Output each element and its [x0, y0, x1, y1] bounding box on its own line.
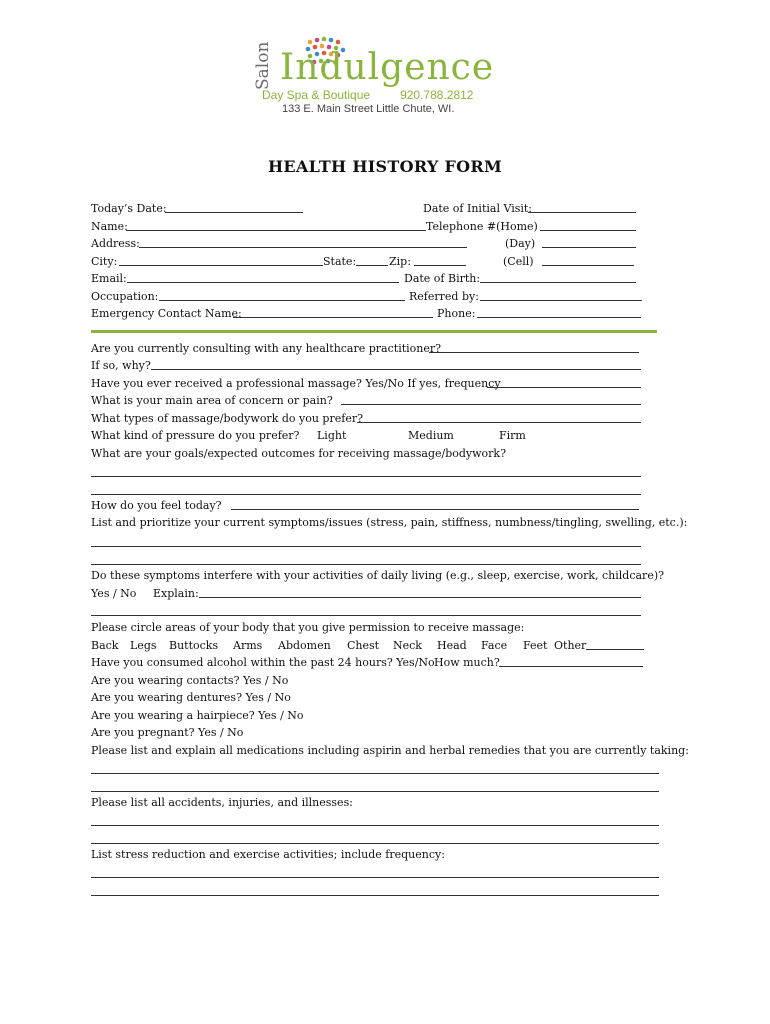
pressure-light-option[interactable]: Light — [317, 429, 347, 442]
zip-label: Zip: — [389, 255, 411, 268]
types-question: What types of massage/bodywork do you prefer? — [91, 412, 363, 425]
accidents-question: Please list all accidents, injuries, and illnesses: — [91, 796, 353, 809]
goals-line-1[interactable] — [91, 476, 641, 477]
row-body-areas — [91, 638, 661, 654]
symptoms-question: List and prioritize your current symptoms/issues (stress, pain, stiffness, numbness/tingling, swelling, etc.): — [91, 516, 688, 529]
row-email — [91, 271, 661, 287]
symptoms-line-2[interactable] — [91, 564, 641, 565]
medications-line-1[interactable] — [91, 773, 659, 774]
symptoms-line-1[interactable] — [91, 546, 641, 547]
body-area-other[interactable]: Other — [554, 639, 587, 652]
name-field[interactable] — [126, 230, 426, 231]
goals-line-2[interactable] — [91, 494, 641, 495]
address-label: Address: — [91, 237, 140, 250]
row-if-so — [91, 358, 661, 374]
row-hairpiece — [91, 708, 661, 724]
dob-field[interactable] — [480, 282, 636, 283]
interfere-yes-no[interactable]: Yes / No — [91, 587, 137, 600]
body-area-chest[interactable]: Chest — [347, 639, 380, 652]
row-address — [91, 236, 661, 252]
how-much-label: How much? — [434, 656, 500, 669]
main-area-question: What is your main area of concern or pain? — [91, 394, 333, 407]
telephone-home-label: Telephone #(Home) — [426, 220, 538, 233]
todays-date-field[interactable] — [165, 212, 303, 213]
occupation-label: Occupation: — [91, 290, 159, 303]
body-area-other-field[interactable] — [586, 649, 644, 650]
consulting-field[interactable] — [429, 352, 639, 353]
stress-line-1[interactable] — [91, 877, 659, 878]
city-label: City: — [91, 255, 118, 268]
day-phone-field[interactable] — [542, 247, 636, 248]
initial-visit-label: Date of Initial Visit: — [423, 202, 533, 215]
row-types — [91, 411, 661, 427]
row-dentures — [91, 690, 661, 706]
cell-phone-field[interactable] — [542, 265, 634, 266]
consulting-question: Are you currently consulting with any healthcare practitioner? — [91, 342, 442, 355]
interfere-question: Do these symptoms interfere with your activities of daily living (e.g., sleep, exercise, work, childcare)? — [91, 569, 665, 582]
body-area-arms[interactable]: Arms — [233, 639, 263, 652]
emergency-phone-field[interactable] — [477, 317, 641, 318]
logo-phone: 920.788.2812 — [400, 88, 474, 102]
state-label: State: — [323, 255, 357, 268]
dob-label: Date of Birth: — [404, 272, 481, 285]
alcohol-question: Have you consumed alcohol within the past 24 hours? Yes/No — [91, 656, 435, 669]
logo-wordmark: Indulgence — [280, 47, 495, 88]
contacts-question[interactable]: Are you wearing contacts? Yes / No — [91, 674, 289, 687]
pressure-firm-option[interactable]: Firm — [499, 429, 526, 442]
row-pregnant — [91, 725, 661, 741]
goals-question: What are your goals/expected outcomes for receiving massage/bodywork? — [91, 447, 506, 460]
pressure-medium-option[interactable]: Medium — [408, 429, 454, 442]
row-pressure — [91, 428, 661, 444]
types-field[interactable] — [357, 422, 641, 423]
explain-label: Explain: — [153, 587, 199, 600]
row-alcohol — [91, 655, 661, 671]
form-title: HEALTH HISTORY FORM — [267, 157, 503, 176]
logo-salon-text: Salon — [253, 41, 273, 91]
emergency-phone-label: Phone: — [437, 307, 476, 320]
row-name — [91, 219, 661, 235]
massage-frequency-field[interactable] — [487, 387, 641, 388]
body-area-neck[interactable]: Neck — [393, 639, 422, 652]
salon-logo — [250, 36, 510, 96]
email-field[interactable] — [127, 282, 399, 283]
massage-question: Have you ever received a professional massage? Yes/No If yes, frequency — [91, 377, 501, 390]
emergency-name-field[interactable] — [233, 317, 433, 318]
stress-question: List stress reduction and exercise activities; include frequency: — [91, 848, 445, 861]
row-dates — [91, 201, 661, 217]
logo-address: 133 E. Main Street Little Chute, WI. — [282, 103, 455, 115]
row-symptoms — [91, 515, 688, 531]
row-emergency — [91, 306, 661, 322]
row-interfere — [91, 568, 665, 584]
logo-tagline-row — [262, 88, 522, 102]
stress-line-2[interactable] — [91, 895, 659, 896]
body-area-abdomen[interactable]: Abdomen — [278, 639, 331, 652]
state-field[interactable] — [356, 265, 388, 266]
row-occupation — [91, 289, 661, 305]
body-area-buttocks[interactable]: Buttocks — [169, 639, 219, 652]
row-circle — [91, 620, 661, 636]
row-contacts — [91, 673, 661, 689]
row-accidents — [91, 795, 661, 811]
zip-field[interactable] — [414, 265, 466, 266]
referred-field[interactable] — [480, 300, 642, 301]
occupation-field[interactable] — [159, 300, 405, 301]
body-area-head[interactable]: Head — [437, 639, 467, 652]
main-area-field[interactable] — [341, 404, 641, 405]
logo-tagline: Day Spa & Boutique — [262, 88, 371, 102]
body-area-back[interactable]: Back — [91, 639, 119, 652]
circle-areas-question: Please circle areas of your body that you give permission to receive massage: — [91, 621, 525, 634]
accidents-line-2[interactable] — [91, 843, 659, 844]
section-divider — [91, 330, 657, 333]
cell-phone-label: (Cell) — [503, 255, 534, 268]
feel-field[interactable] — [231, 509, 639, 510]
referred-label: Referred by: — [409, 290, 479, 303]
medications-question: Please list and explain all medications including aspirin and herbal remedies that you are currently taking: — [91, 744, 689, 757]
body-area-face[interactable]: Face — [481, 639, 508, 652]
city-field[interactable] — [119, 265, 323, 266]
day-phone-label: (Day) — [505, 237, 536, 250]
row-feel — [91, 498, 661, 514]
row-massage — [91, 376, 661, 392]
pressure-question: What kind of pressure do you prefer? — [91, 429, 300, 442]
telephone-home-field[interactable] — [540, 230, 636, 231]
row-stress — [91, 847, 661, 863]
row-main-area — [91, 393, 661, 409]
medications-line-2[interactable] — [91, 791, 659, 792]
emergency-label: Emergency Contact Name: — [91, 307, 242, 320]
explain-field[interactable] — [199, 597, 641, 598]
explain-line-2[interactable] — [91, 615, 641, 616]
dentures-question[interactable]: Are you wearing dentures? Yes / No — [91, 691, 291, 704]
accidents-line-1[interactable] — [91, 825, 659, 826]
how-much-field[interactable] — [499, 666, 643, 667]
hairpiece-question[interactable]: Are you wearing a hairpiece? Yes / No — [91, 709, 304, 722]
name-label: Name: — [91, 220, 128, 233]
pregnant-question[interactable]: Are you pregnant? Yes / No — [91, 726, 244, 739]
row-explain — [91, 586, 661, 602]
feel-question: How do you feel today? — [91, 499, 222, 512]
if-so-field[interactable] — [151, 369, 641, 370]
address-field[interactable] — [139, 247, 467, 248]
body-area-feet[interactable]: Feet — [523, 639, 548, 652]
if-so-question: If so, why? — [91, 359, 151, 372]
row-consulting — [91, 341, 661, 357]
initial-visit-field[interactable] — [528, 212, 636, 213]
body-area-legs[interactable]: Legs — [130, 639, 157, 652]
row-city — [91, 254, 661, 270]
row-goals — [91, 446, 661, 462]
row-medications — [91, 743, 689, 759]
todays-date-label: Today’s Date: — [91, 202, 167, 215]
email-label: Email: — [91, 272, 127, 285]
